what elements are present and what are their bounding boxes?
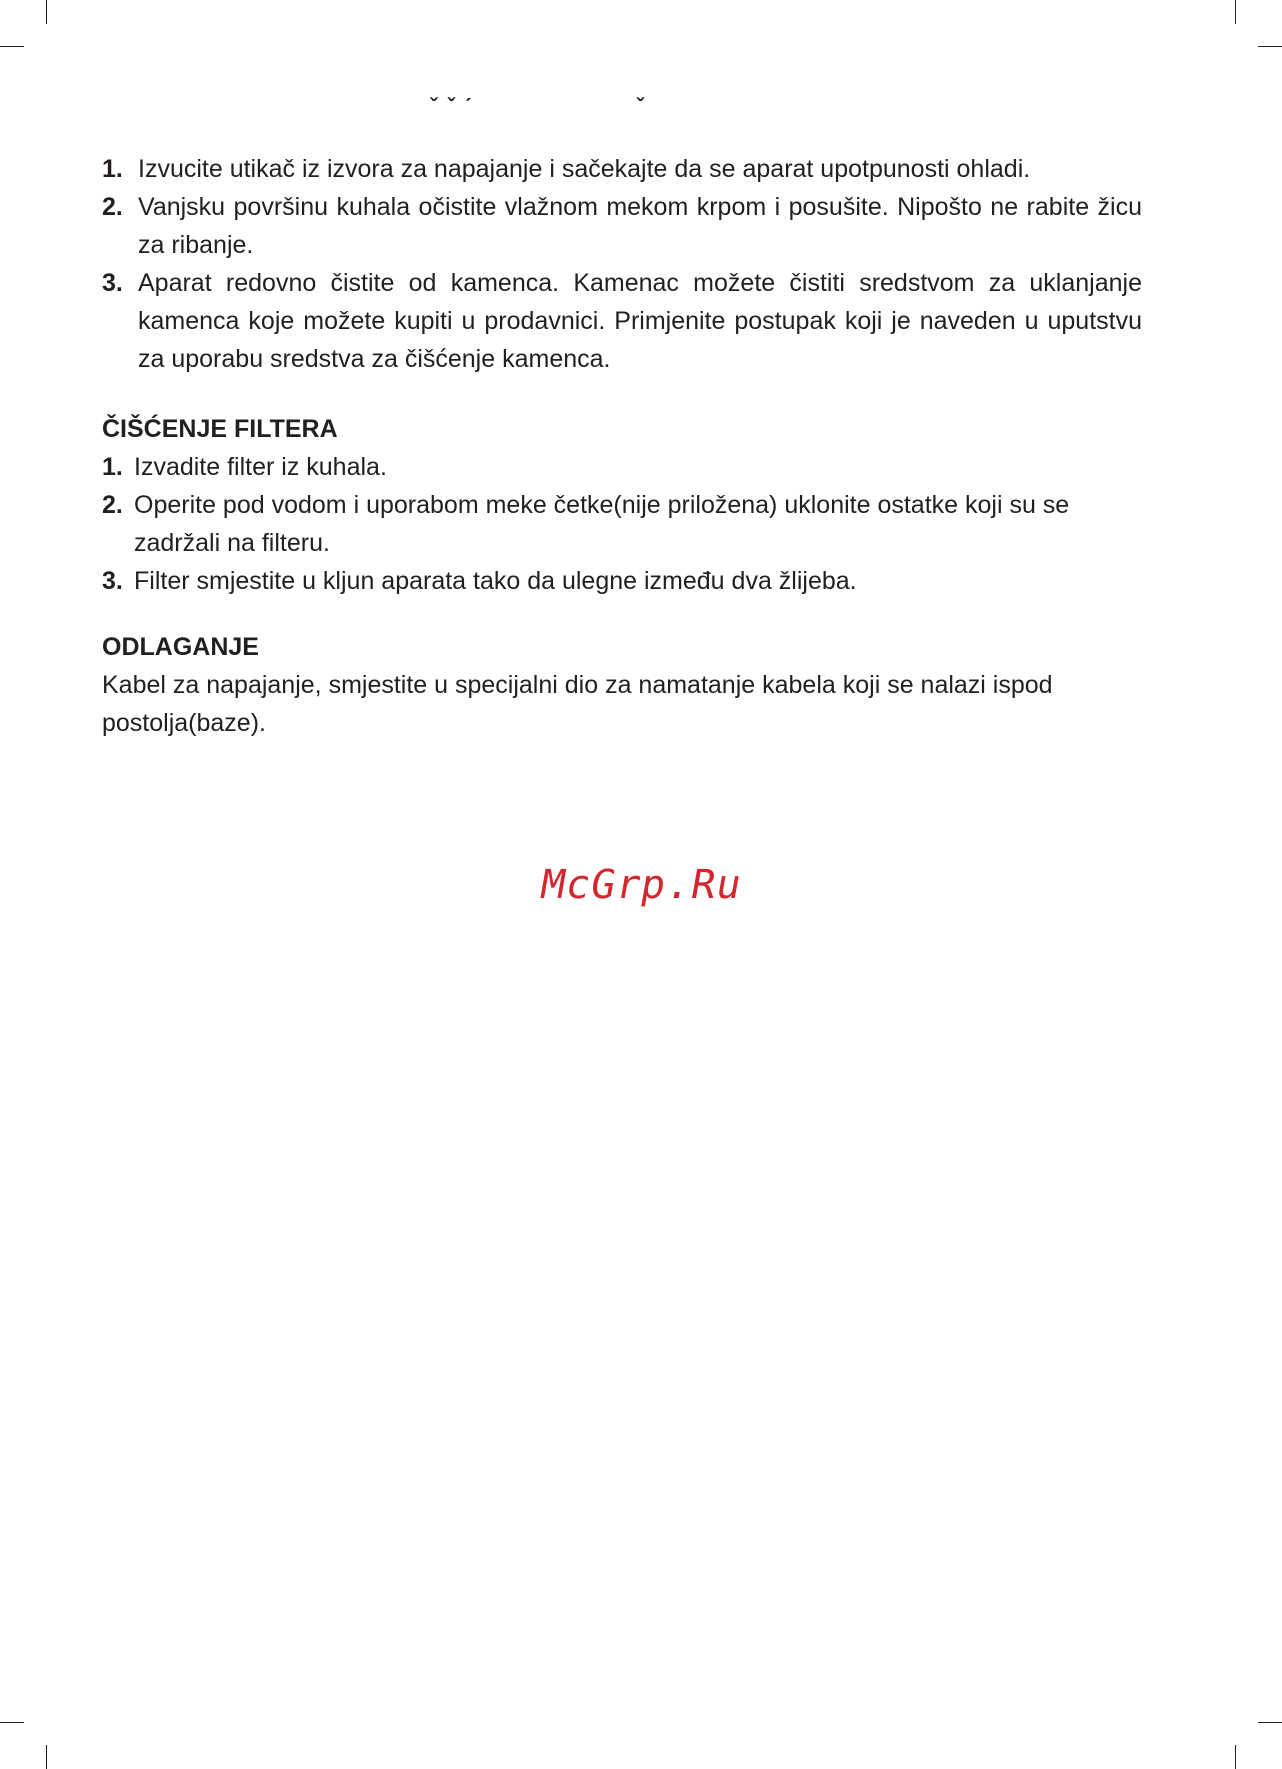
cleaning-steps [102, 150, 1142, 378]
crop-mark [0, 1722, 24, 1723]
step-text: Vanjsku površinu kuhala očistite vlažnom mekom krpom i posušite. Nipošto ne rabite žicu za ribanje. [138, 193, 1142, 259]
list-item [102, 562, 1162, 600]
filter-steps [102, 448, 1162, 600]
storage-section [102, 628, 1182, 742]
list-item [102, 448, 1162, 486]
crop-mark [1258, 46, 1282, 47]
list-item [102, 150, 1142, 188]
step-number: 2. [102, 193, 123, 221]
step-text: Izvucite utikač iz izvora za napajanje i sačekajte da se aparat upotpunosti ohladi. [138, 155, 1031, 183]
list-item [102, 264, 1142, 378]
list-item [102, 188, 1142, 264]
step-number: 3. [102, 269, 123, 297]
crop-mark [1235, 0, 1236, 24]
crop-mark [46, 0, 47, 24]
step-number: 2. [102, 491, 123, 519]
step-text: Filter smjestite u kljun aparata tako da ulegne između dva žlijeba. [134, 567, 857, 595]
crop-mark [1235, 1745, 1236, 1769]
list-item [102, 486, 1162, 562]
step-text: Aparat redovno čistite od kamenca. Kamenac možete čistiti sredstvom za uklanjanje kamenca koje možete kupiti u prodavnici. Primjenite postupak koji je naveden u uputstvu za uporabu sredstva za čišćenje kamenca. [138, 269, 1142, 373]
step-text: Izvadite filter iz kuhala. [134, 453, 387, 481]
step-number: 1. [102, 155, 123, 183]
filter-section [102, 410, 1162, 600]
section-heading: ODLAGANJE [102, 633, 259, 661]
watermark-text: McGrp.Ru [536, 862, 746, 908]
watermark [0, 862, 1282, 908]
crop-mark [0, 46, 24, 47]
section-heading: ČIŠĆENJE FILTERA [102, 415, 338, 443]
page-content [102, 150, 1182, 742]
crop-mark [1258, 1722, 1282, 1723]
step-text: Operite pod vodom i uporabom meke četke(nije priložena) uklonite ostatke koji su se zadržali na filteru. [134, 491, 1070, 557]
cutoff-header: ˇ ˇ ˊ ˇ [430, 94, 646, 119]
crop-mark [46, 1745, 47, 1769]
step-number: 1. [102, 453, 123, 481]
step-number: 3. [102, 567, 123, 595]
storage-text: Kabel za napajanje, smjestite u specijalni dio za namatanje kabela koji se nalazi ispod postolja(baze). [102, 671, 1053, 737]
cleaning-section [102, 150, 1142, 378]
